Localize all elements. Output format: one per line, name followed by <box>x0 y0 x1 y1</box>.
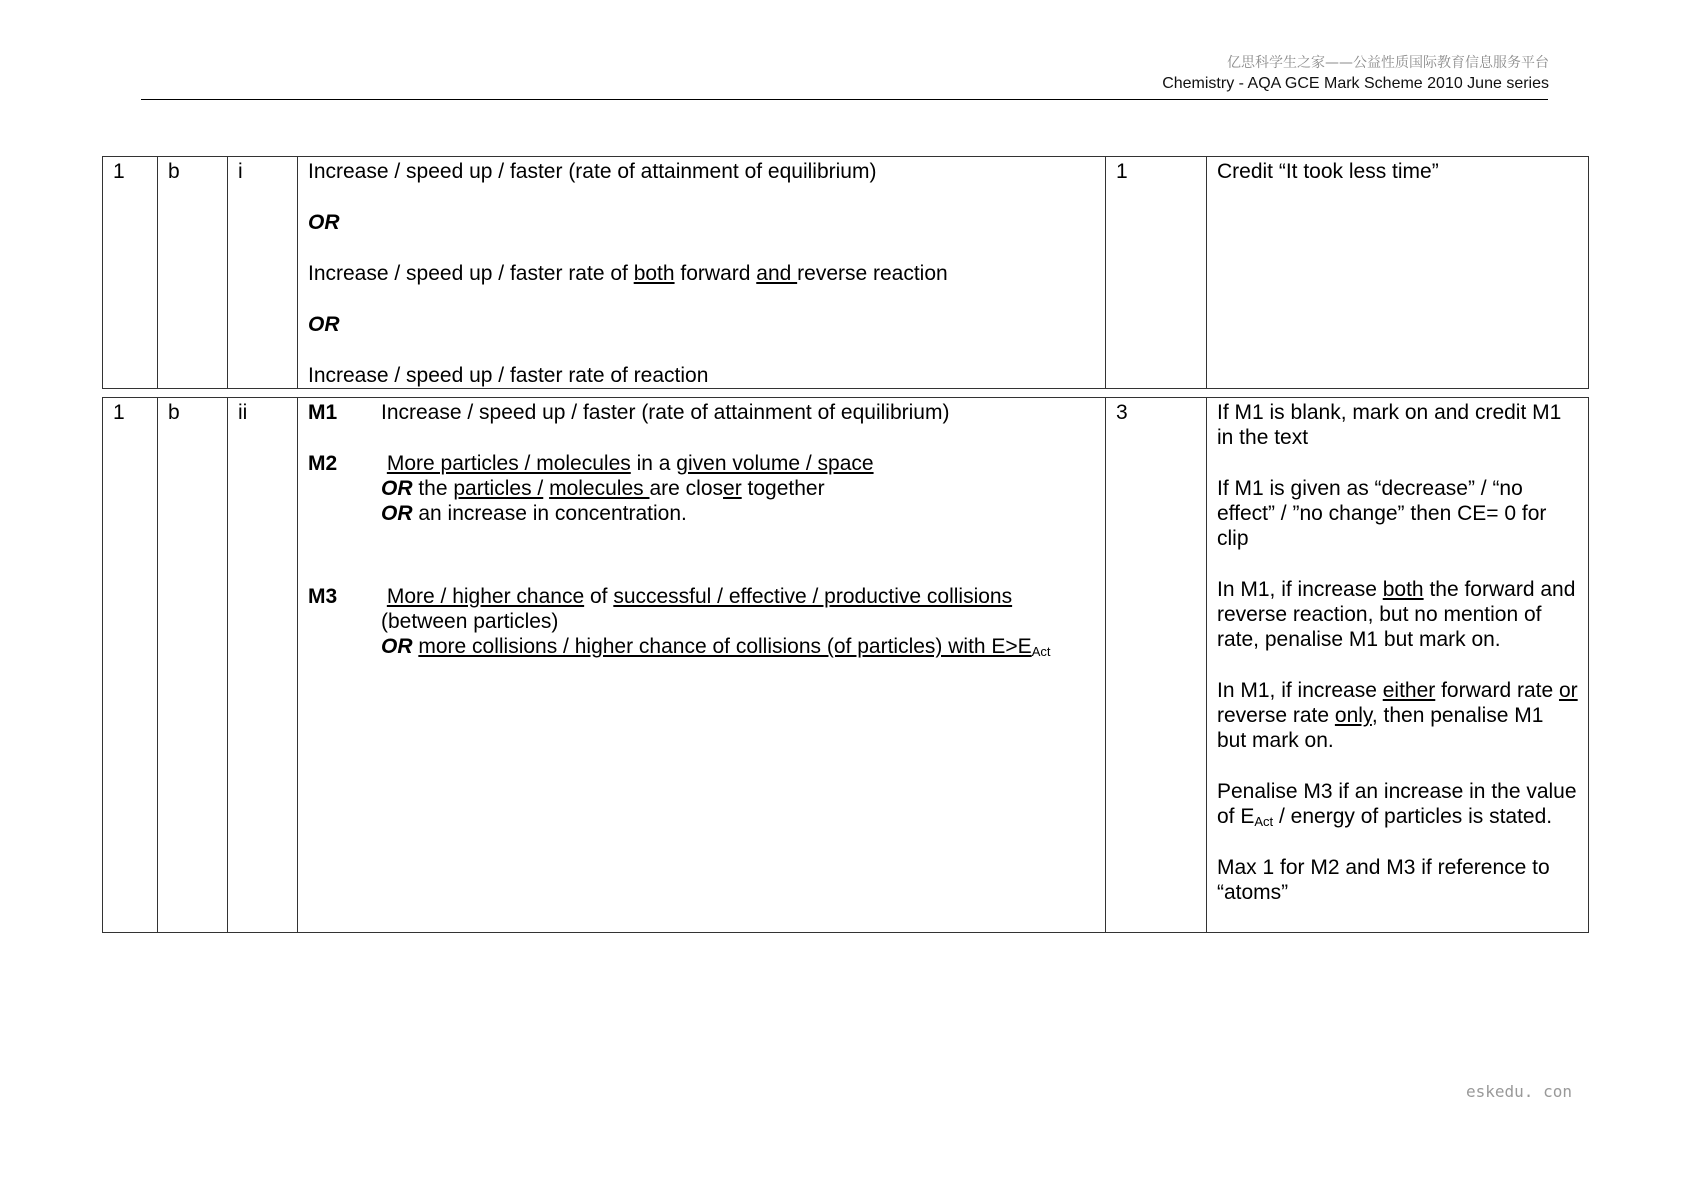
answer-line: Increase / speed up / faster (rate of attainment of equilibrium) <box>308 160 877 183</box>
or-label: OR <box>308 211 340 234</box>
mark-point-m3: M3 More / higher chance of successful / effective / productive collisions <box>308 585 1013 608</box>
comment-paragraph: Max 1 for M2 and M3 if reference to “atoms” <box>1217 856 1550 904</box>
answer-cell <box>298 398 1106 933</box>
answer-cell <box>298 157 1106 389</box>
comments-cell: Credit “It took less time” <box>1207 157 1589 389</box>
comment-paragraph: In M1, if increase both the forward and reverse reaction, but no mention of rate, penalise M1 but mark on. <box>1217 578 1576 651</box>
comments-cell <box>1207 398 1589 933</box>
site-banner: 亿思科学生之家——公益性质国际教育信息服务平台 <box>1227 55 1549 71</box>
page-header <box>1162 53 1549 95</box>
answer-line: Increase / speed up / faster rate of both forward and reverse reaction <box>308 262 948 285</box>
question-number: 1 <box>103 398 158 933</box>
marks-cell: 3 <box>1106 398 1207 933</box>
mark-scheme-table-1bi <box>102 156 1589 389</box>
question-subpart: i <box>228 157 298 389</box>
comment-paragraph: If M1 is given as “decrease” / “no effect” / ”no change” then CE= 0 for clip <box>1217 477 1547 550</box>
mark-point-m2: M2 More particles / molecules in a given volume / space <box>308 452 874 475</box>
mark-label: M3 <box>308 585 338 608</box>
mark-scheme-table-1bii <box>102 397 1589 933</box>
mark-label: M2 <box>308 452 338 475</box>
answer-line: OR more collisions / higher chance of collisions (of particles) with $E>E_{Act}$ <box>381 635 1051 659</box>
answer-line: OR an increase in concentration. <box>381 502 687 525</box>
comment-paragraph: In M1, if increase either forward rate or reverse rate only, then penalise M1 but mark on. <box>1217 679 1578 752</box>
marks-cell: 1 <box>1106 157 1207 389</box>
question-part: b <box>158 157 228 389</box>
answer-line: (between particles) <box>381 610 559 633</box>
mark-point-m1: M1 Increase / speed up / faster (rate of attainment of equilibrium) <box>308 401 950 424</box>
header-rule <box>141 99 1548 100</box>
question-number: 1 <box>103 157 158 389</box>
question-part: b <box>158 398 228 933</box>
or-label: OR <box>308 313 340 336</box>
document-title: Chemistry - AQA GCE Mark Scheme 2010 June series <box>1162 75 1549 92</box>
table-row <box>103 398 1589 933</box>
comment-paragraph: Penalise M3 if an increase in the value of $E_{Act}$ / energy of particles is stated. <box>1217 780 1577 829</box>
mark-label: M1 <box>308 401 338 424</box>
answer-line: Increase / speed up / faster rate of reaction <box>308 364 709 387</box>
comment-paragraph: If M1 is blank, mark on and credit M1 in the text <box>1217 401 1562 449</box>
question-subpart: ii <box>228 398 298 933</box>
answer-line: OR the particles / molecules are closer together <box>381 477 825 500</box>
table-row <box>103 157 1589 389</box>
watermark: eskedu. con <box>1466 1082 1572 1101</box>
